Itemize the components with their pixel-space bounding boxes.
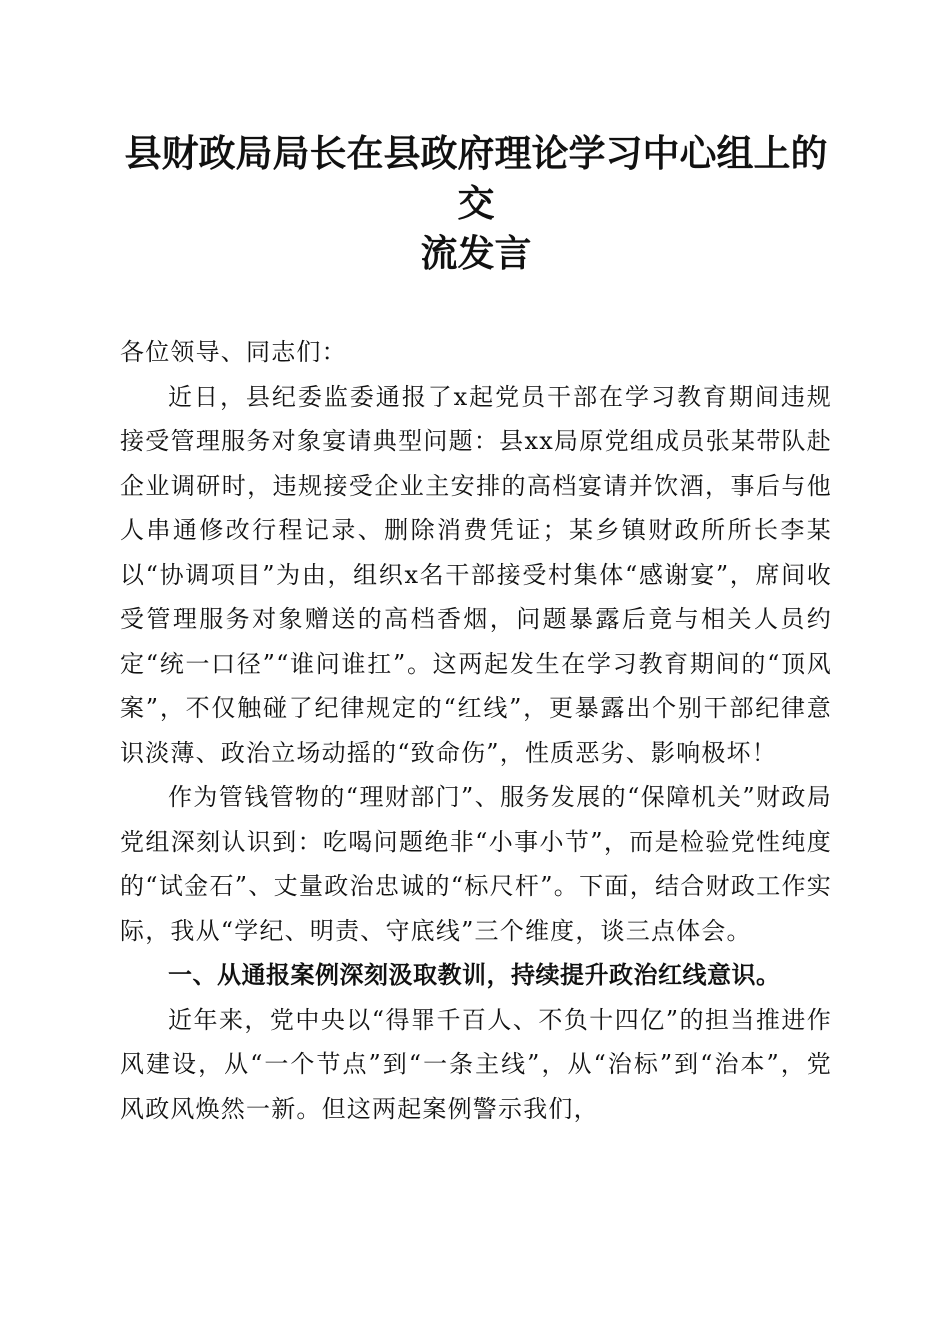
document-title — [120, 128, 832, 278]
paragraph-1: 近日，县纪委监委通报了x起党员干部在学习教育期间违规接受管理服务对象宴请典型问题：县xx局原党组成员张某带队赴企业调研时，违规接受企业主安排的高档宴请并饮酒，事后与他人串通修改行程记录、删除消费凭证；某乡镇财政所所长李某以“协调项目”为由，组织x名干部接受村集体“感谢宴”，席间收受管理服务对象赠送的高档香烟，问题暴露后竟与相关人员约定“统一口径”“谁问谁扛”。这两起发生在学习教育期间的“顶风案”，不仅触碰了纪律规定的“红线”，更暴露出个别干部纪律意识淡薄、政治立场动摇的“致命伤”，性质恶劣、影响极坏！ — [120, 382, 832, 767]
section-heading-1: 一、从通报案例深刻汲取教训，持续提升政治红线意识。 — [168, 961, 781, 989]
paragraph-3: 近年来，党中央以“得罪千百人、不负十四亿”的担当推进作风建设，从“一个节点”到“一条主线”，从“治标”到“治本”，党风政风焕然一新。但这两起案例警示我们， — [120, 1005, 832, 1123]
title-line-1: 县财政局局长在县政府理论学习中心组上的交 — [124, 131, 828, 225]
paragraph-2: 作为管钱管物的“理财部门”、服务发展的“保障机关”财政局党组深刻认识到：吃喝问题绝非“小事小节”，而是检验党性纯度的“试金石”、丈量政治忠诚的“标尺杆”。下面，结合财政工作实际，我从“学纪、明责、守底线”三个维度，谈三点体会。 — [120, 783, 832, 945]
document-body — [120, 330, 832, 1131]
salutation: 各位领导、同志们： — [120, 338, 347, 366]
title-line-2: 流发言 — [420, 231, 532, 275]
